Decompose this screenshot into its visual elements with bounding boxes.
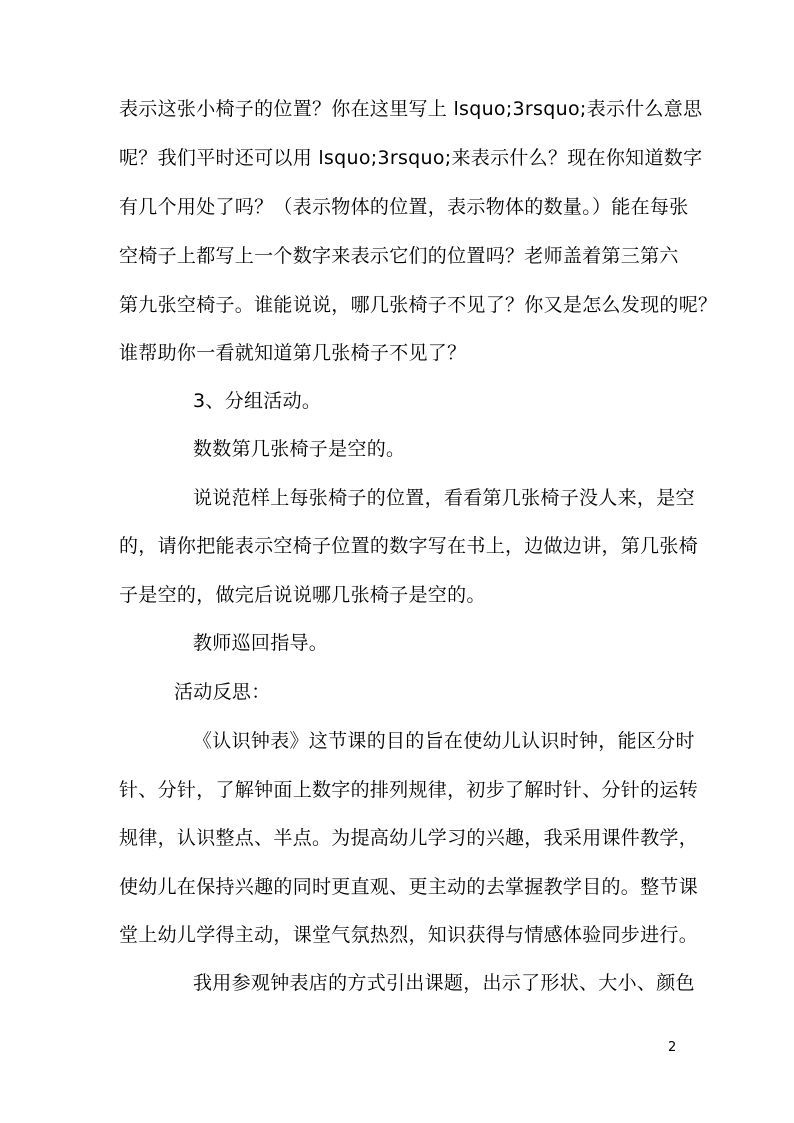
section-heading: 活动反思： bbox=[174, 681, 271, 703]
text-line: 针、分针，了解钟面上数字的排列规律，初步了解时针、分针的运转 bbox=[119, 779, 699, 801]
text-line: 的，请你把能表示空椅子位置的数字写在书上，边做边讲，第几张椅 bbox=[119, 535, 699, 557]
text-line: 第九张空椅子。谁能说说，哪几张椅子不见了？你又是怎么发现的呢？ bbox=[119, 294, 718, 316]
text-line: 谁帮助你一看就知道第几张椅子不见了？ bbox=[119, 342, 467, 364]
text-line: 规律，认识整点、半点。为提高幼儿学习的兴趣，我采用课件教学， bbox=[119, 827, 699, 849]
text-line: 《认识钟表》这节课的目的旨在使幼儿认识时钟，能区分时 bbox=[193, 730, 695, 752]
text-line: 使幼儿在保持兴趣的同时更直观、更主动的去掌握教学目的。整节课 bbox=[119, 876, 699, 898]
text-line: 表示这张小椅子的位置？你在这里写上 lsquo;3rsquo;表示什么意思 bbox=[119, 98, 703, 120]
text-line: 呢？我们平时还可以用 lsquo;3rsquo;来表示什么？现在你知道数字 bbox=[119, 147, 703, 169]
text-line: 我用参观钟表店的方式引出课题，出示了形状、大小、颜色 bbox=[193, 972, 695, 994]
text-line: 教师巡回指导。 bbox=[193, 632, 329, 654]
text-line: 数数第几张椅子是空的。 bbox=[193, 438, 406, 460]
text-line: 有几个用处了吗？（表示物体的位置，表示物体的数量。）能在每张 bbox=[119, 196, 689, 218]
page-number: 2 bbox=[668, 1040, 677, 1055]
text-line: 空椅子上都写上一个数字来表示它们的位置吗？老师盖着第三第六 bbox=[119, 245, 679, 267]
text-line: 说说范样上每张椅子的位置，看看第几张椅子没人来，是空 bbox=[193, 487, 695, 509]
text-line: 子是空的，做完后说说哪几张椅子是空的。 bbox=[119, 584, 486, 606]
section-heading: 3、分组活动。 bbox=[193, 390, 322, 412]
text-line: 堂上幼儿学得主动，课堂气氛热烈，知识获得与情感体验同步进行。 bbox=[119, 924, 699, 946]
